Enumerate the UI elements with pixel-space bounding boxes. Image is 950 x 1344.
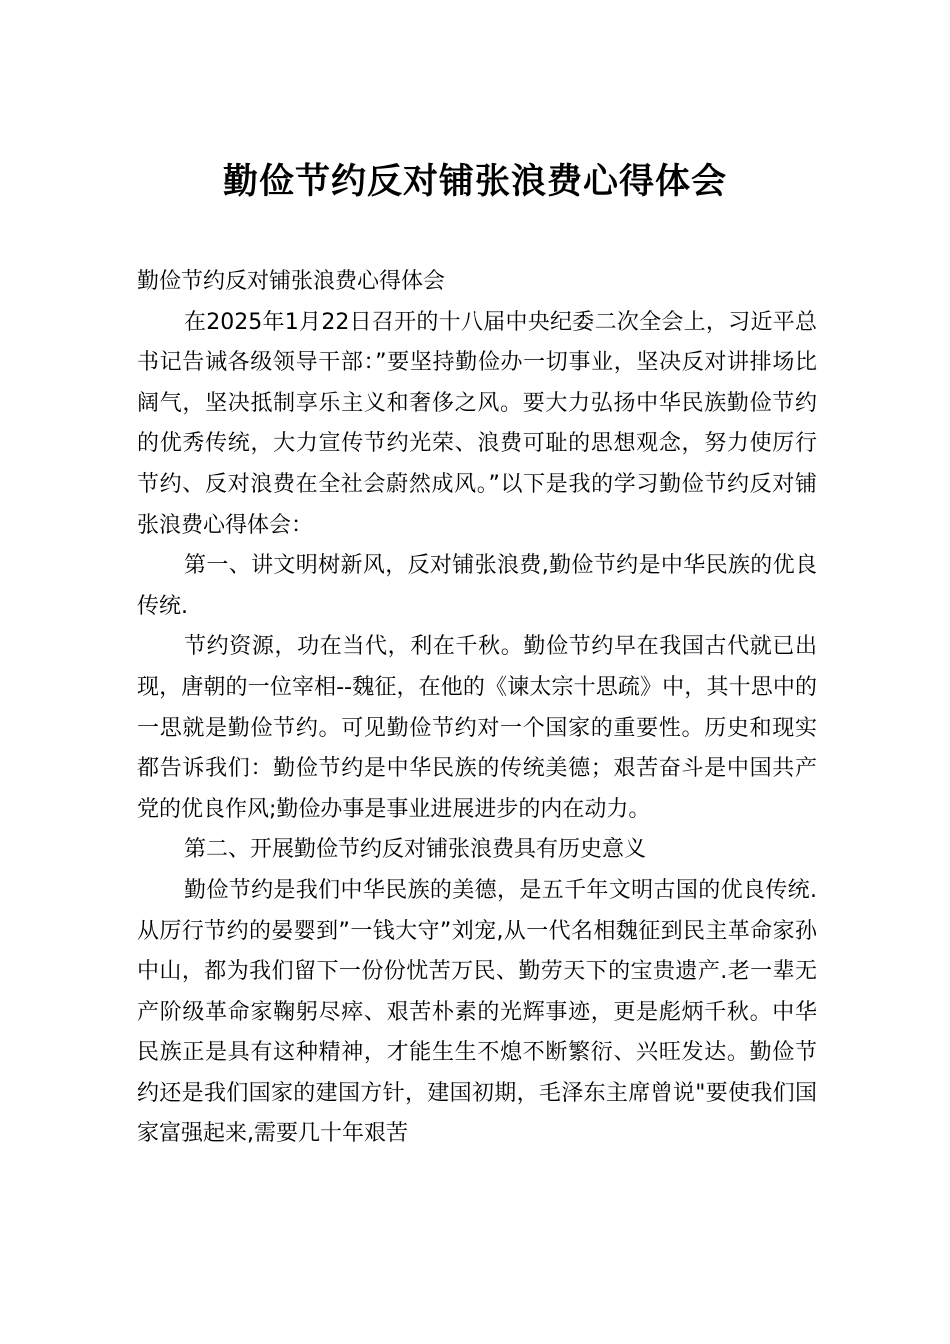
paragraph-heading-second: 第二、开展勤俭节约反对铺张浪费具有历史意义 [184,837,647,863]
paragraph-virtue: 勤俭节约是我们中华民族的美德，是五千年文明古国的优良传统.从厉行节约的晏婴到”一钱大守”刘宠,从一代名相魏征到民主革命家孙中山，都为我们留下一份份忧苦万民、勤劳天下的宝贵遗产.老一辈无产阶级革命家鞠躬尽瘁、艰苦朴素的光辉事迹，更是彪炳千秋。中华民族正是具有这种精神，才能生生不熄不断繁衍、兴旺发达。勤俭节约还是我们国家的建国方针，建国初期，毛泽东主席曾说"要使我们国家富强起来,需要几十年艰苦 [137,877,817,1147]
paragraph-intro: 在2025年1月22日召开的十八届中央纪委二次全会上，习近平总书记告诫各级领导干部：”要坚持勤俭办一切事业，坚决反对讲排场比阔气，坚决抵制享乐主义和奢侈之风。要大力弘扬中华民族勤俭节约的优秀传统，大力宣传节约光荣、浪费可耻的思想观念，努力使厉行节约、反对浪费在全社会蔚然成风。”以下是我的学习勤俭节约反对铺张浪费心得体会： [137,309,817,538]
paragraph-subtitle: 勤俭节约反对铺张浪费心得体会 [137,269,446,294]
document-title: 勤俭节约反对铺张浪费心得体会 [222,162,727,202]
paragraph-resources: 节约资源，功在当代，利在千秋。勤俭节约早在我国古代就已出现，唐朝的一位宰相--魏征，在他的《谏太宗十思疏》中，其十思中的一思就是勤俭节约。可见勤俭节约对一个国家的重要性。历史和现实都告诉我们：勤俭节约是中华民族的传统美德；艰苦奋斗是中国共产党的优良作风;勤俭办事是事业进展进步的内在动力。 [137,634,817,822]
document-body [137,262,817,1155]
paragraph-heading-first: 第一、讲文明树新风，反对铺张浪费,勤俭节约是中华民族的优良传统. [137,553,817,619]
